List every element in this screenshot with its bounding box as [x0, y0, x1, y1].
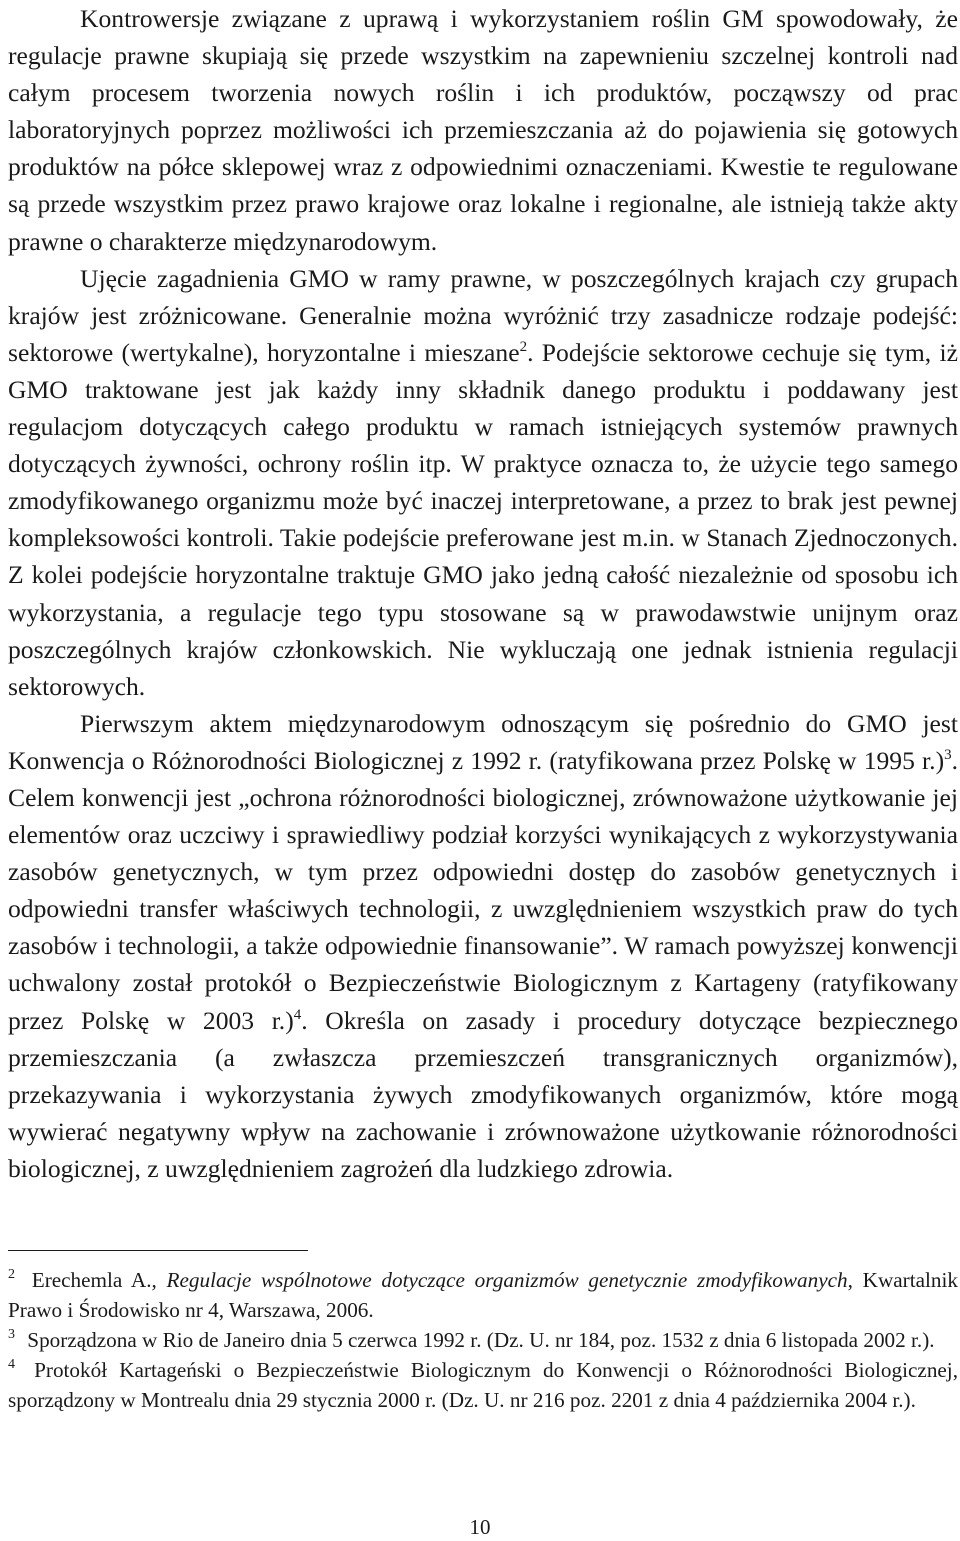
footnotes — [8, 1265, 958, 1415]
footnote-2-title: Regulacje wspólnotowe dotyczące organizmów genetycznie zmodyfikowanych — [166, 1268, 848, 1292]
footnote-4-text: Protokół Kartageński o Bezpieczeństwie Biologicznym do Konwencji o Różnorodności Biologicznej, sporządzony w Montrealu dnia 29 stycznia 2000 r. (Dz. U. nr 216 poz. 2201 z dnia 4 października 2004 r.). — [8, 1358, 958, 1412]
paragraph-2 — [8, 260, 958, 705]
paragraph-3-text-a: Pierwszym aktem międzynarodowym odnoszącym się pośrednio do GMO jest Konwencja o Różnorodności Biologicznej z 1992 r. (ratyfikowana przez Polskę w 1995 r.) — [8, 708, 958, 775]
page-number: 10 — [469, 1515, 491, 1539]
footnote-separator — [8, 1250, 308, 1251]
paragraph-2-text-a: Ujęcie zagadnienia GMO w ramy prawne, w poszczególnych krajach czy grupach krajów jest zróżnicowane. Generalnie można wyróżnić trzy zasadnicze rodzaje podejść: sektorowe (wertykalne), horyzontalne i mieszane — [8, 263, 958, 367]
page-body — [8, 0, 958, 1187]
footnote-3-text: Sporządzona w Rio de Janeiro dnia 5 czerwca 1992 r. (Dz. U. nr 184, poz. 1532 z dnia 6 listopada 2002 r.). — [27, 1328, 935, 1352]
footnote-ref-4[interactable]: 4 — [293, 1006, 302, 1023]
paragraph-1 — [8, 0, 958, 260]
footnote-ref-2[interactable]: 2 — [519, 338, 528, 355]
paragraph-2-text-b: . Podejście sektorowe cechuje się tym, iż GMO traktowane jest jak każdy inny składnik danego produktu i poddawany jest regulacjom dotyczących całego produktu w ramach istniejących systemów prawnych dotyczących żywności, ochrony roślin itp. W praktyce oznacza to, że użycie tego samego zmodyfikowanego organizmu może być inaczej interpretowane, a przez to brak jest pewnej kompleksowości kontroli. Takie podejście preferowane jest m.in. w Stanach Zjednoczonych. Z kolei podejście horyzontalne traktuje GMO jako jedną całość niezależnie od sposobu ich wykorzystania, a regulacje tego typu stosowane są w prawodawstwie unijnym oraz poszczególnych krajów członkowskich. Nie wykluczają one jednak istnienia regulacji sektorowych. — [8, 337, 958, 701]
paragraph-3-text-c: . Określa on zasady i procedury dotyczące bezpiecznego przemieszczania (a zwłaszcza przemieszczeń transgranicznych organizmów), przekazywania i wykorzystania żywych zmodyfikowanych organizmów, które mogą wywierać negatywny wpływ na zachowanie i zrównoważone użytkowanie różnorodności biologicznej, z uwzględnieniem zagrożeń dla ludzkiego zdrowia. — [8, 1005, 958, 1183]
footnote-3: $^3$ Sporządzona w Rio de Janeiro dnia 5 czerwca 1992 r. (Dz. U. nr 184, poz. 1532 z dnia 6 listopada 2002 r.). — [8, 1327, 935, 1352]
paragraph-1-text: Kontrowersje związane z uprawą i wykorzystaniem roślin GM spowodowały, że regulacje prawne skupiają się przede wszystkim na zapewnieniu szczelnej kontroli nad całym procesem tworzenia nowych roślin i ich produktów, począwszy od prac laboratoryjnych poprzez możliwości ich przemieszczania aż do pojawienia się gotowych produktów na półce sklepowej wraz z odpowiednimi oznaczeniami. Kwestie te regulowane są przede wszystkim przez prawo krajowe oraz lokalne i regionalne, ale istnieją także akty prawne o charakterze międzynarodowym. — [8, 4, 958, 256]
footnote-2: $^2$ Erechemla A., Regulacje wspólnotowe dotyczące organizmów genetycznie zmodyfikowanych, Kwartalnik Prawo i Środowisko nr 4, Warszawa, 2006. — [8, 1267, 958, 1322]
footnote-2-author: Erechemla A., — [31, 1268, 167, 1292]
paragraph-3-text-b: . Celem konwencji jest „ochrona różnorodności biologicznej, zrównoważone użytkowanie jej elementów oraz uczciwy i sprawiedliwy podział korzyści wynikających z wykorzystywania zasobów genetycznych, w tym przez odpowiedni dostęp do zasobów genetycznych i odpowiedni transfer właściwych technologii, z uwzględnieniem wszystkich praw do tych zasobów i technologii, a także odpowiednie finansowanie”. W ramach powyższej konwencji uchwalony został protokół o Bezpieczeństwie Biologicznym z Kartageny (ratyfikowany przez Polskę w 2003 r.) — [8, 745, 958, 1035]
footnote-2-rest: , Kwartalnik Prawo i Środowisko nr 4, Warszawa, 2006. — [8, 1268, 958, 1322]
paragraph-3 — [8, 705, 958, 1187]
footnote-4: $^4$ Protokół Kartageński o Bezpieczeństwie Biologicznym do Konwencji o Różnorodności Biologicznej, sporządzony w Montrealu dnia 29 stycznia 2000 r. (Dz. U. nr 216 poz. 2201 z dnia 4 października 2004 r.). — [8, 1357, 958, 1412]
footnote-ref-3[interactable]: 3 — [944, 746, 952, 763]
